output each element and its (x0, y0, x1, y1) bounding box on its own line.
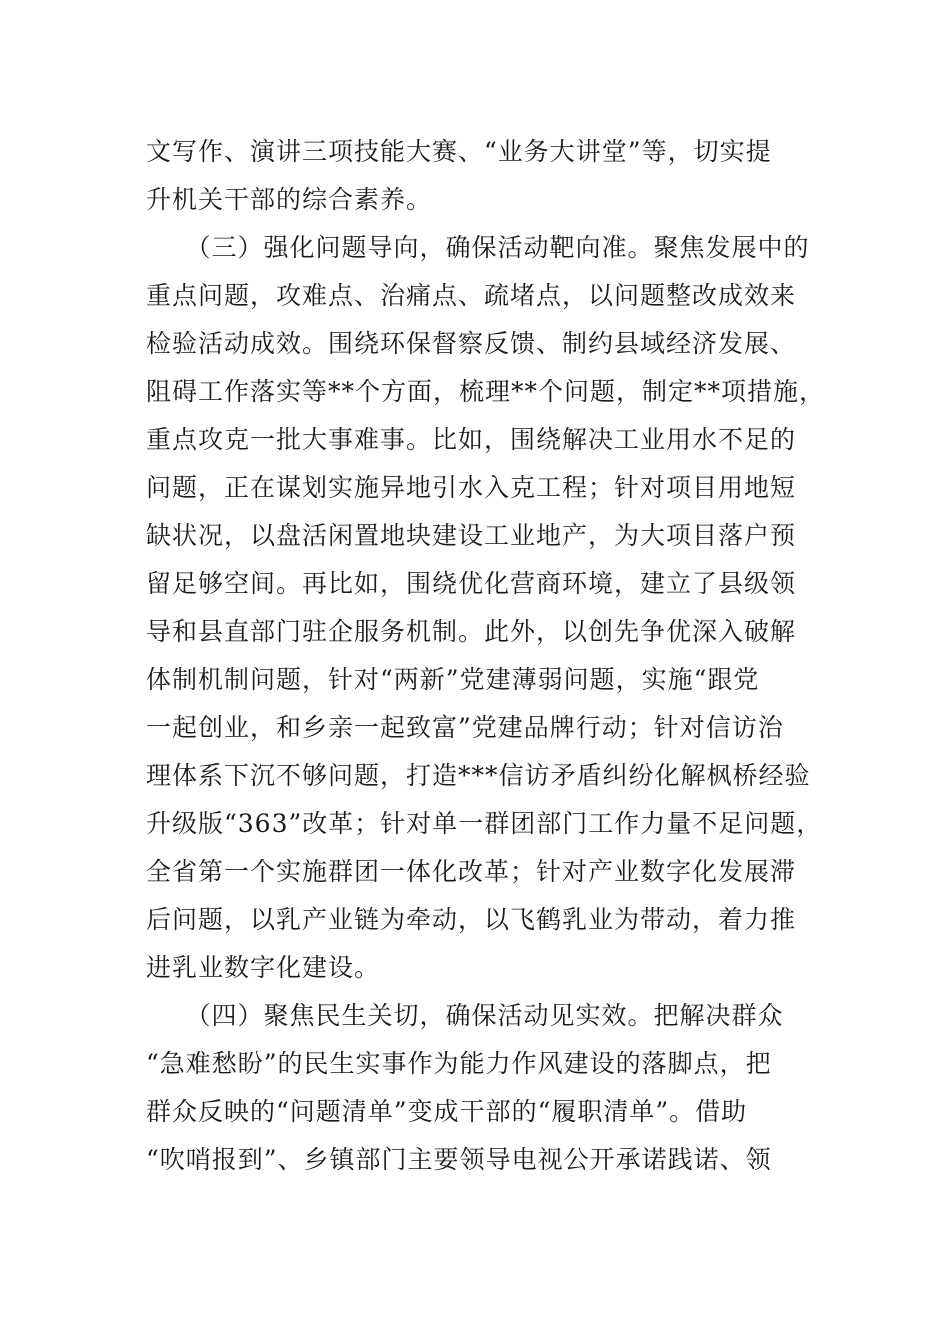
section-heading-line: （四）聚焦民生关切，确保活动见实效。把解决群众 (146, 1001, 784, 1030)
section-heading-line: （三）强化问题导向，确保活动靶向准。聚焦发展中的 (146, 233, 810, 262)
text-line: 检验活动成效。围绕环保督察反馈、制约县域经济发展、 (146, 329, 797, 358)
text-line: 缺状况，以盘活闲置地块建设工业地产，为大项目落户预 (146, 521, 797, 550)
text-line: “吹哨报到”、乡镇部门主要领导电视公开承诺践诺、领 (146, 1145, 772, 1174)
document-body (146, 128, 826, 1184)
text-line: 阻碍工作落实等**个方面，梳理**个问题，制定**项措施， (146, 377, 826, 406)
text-line: 理体系下沉不够问题，打造***信访矛盾纠纷化解枫桥经验 (146, 761, 811, 790)
text-line: 重点攻克一批大事难事。比如，围绕解决工业用水不足的 (146, 425, 797, 454)
text-line: 后问题，以乳产业链为牵动，以飞鹤乳业为带动，着力推 (146, 905, 797, 934)
text-line: 问题，正在谋划实施异地引水入克工程；针对项目用地短 (146, 473, 797, 502)
text-line: 文写作、演讲三项技能大赛、“业务大讲堂”等，切实提 (146, 137, 772, 166)
text-line: 升机关干部的综合素养。 (146, 185, 433, 214)
text-line: 群众反映的“问题清单”变成干部的“履职清单”。借助 (146, 1097, 748, 1126)
text-line: 重点问题，攻难点、治痛点、疏堵点，以问题整改成效来 (146, 281, 797, 310)
text-line: 留足够空间。再比如，围绕优化营商环境，建立了县级领 (146, 569, 797, 598)
text-line: 全省第一个实施群团一体化改革；针对产业数字化发展滞 (146, 857, 797, 886)
text-line: 升级版“363”改革；针对单一群团部门工作力量不足问题， (146, 809, 823, 838)
text-line: 体制机制问题，针对“两新”党建薄弱问题，实施“跟党 (146, 665, 760, 694)
text-line: “急难愁盼”的民生实事作为能力作风建设的落脚点，把 (146, 1049, 772, 1078)
text-line: 一起创业，和乡亲一起致富”党建品牌行动；针对信访治 (146, 713, 784, 742)
text-line: 导和县直部门驻企服务机制。此外，以创先争优深入破解 (146, 617, 797, 646)
text-line: 进乳业数字化建设。 (146, 953, 381, 982)
